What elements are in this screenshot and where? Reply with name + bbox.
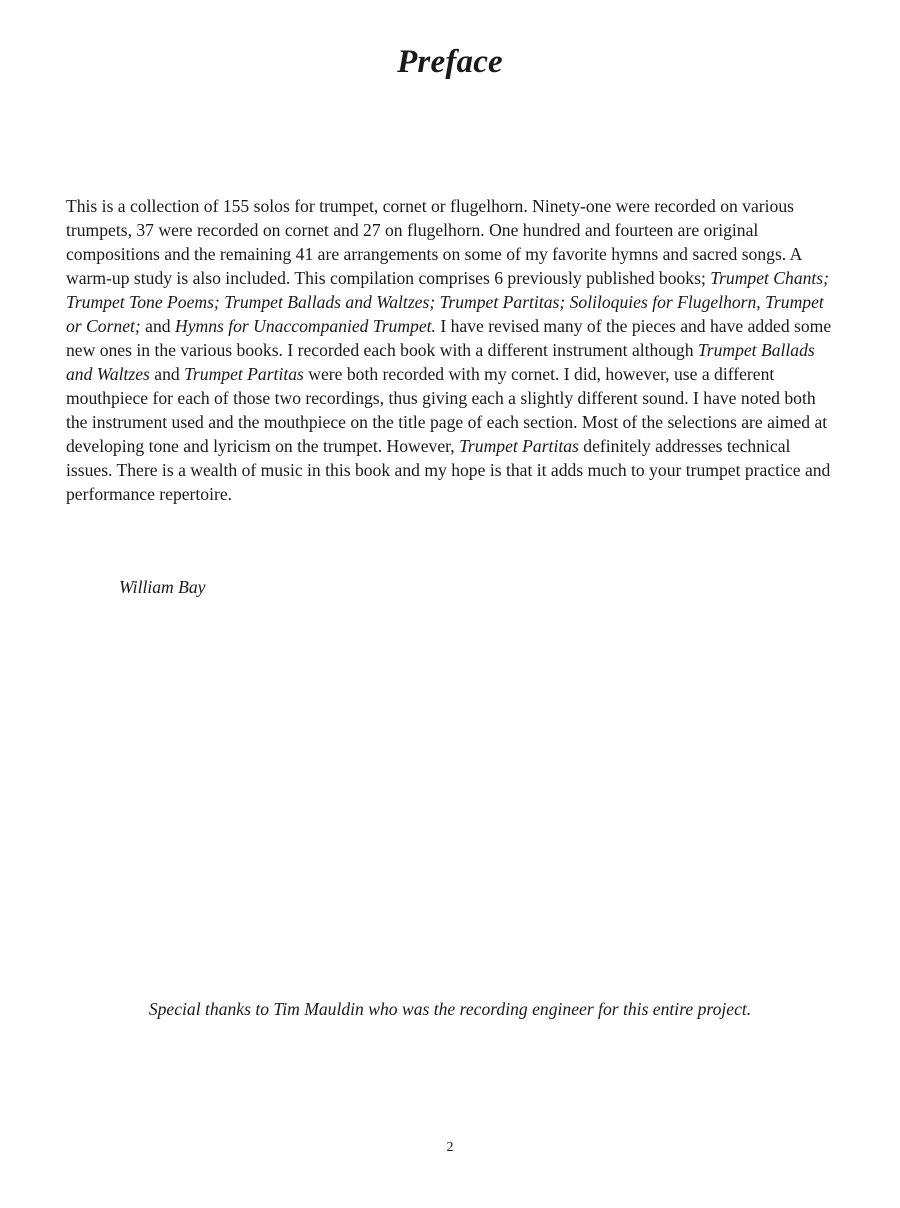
body-text-1: This is a collection of 155 solos for trumpet, cornet or flugelhorn. Ninety-one were recorded on various trumpets, 37 were recorded on cornet and 27 on flugelhorn. One hundred and fourteen are original compositions and the remaining 41 are arrangements on some of my favorite hymns and sacred songs. A warm-up study is also included. This compilation comprises 6 previously published books; [66,196,802,288]
book-title-trumpet-chants: Trumpet Chants; [710,268,830,288]
book-title-hymns: Hymns for Unaccompanied Trumpet. [174,316,436,336]
book-title-soliloquies: Soliloquies for Flugelhorn, Trumpet or Cornet; [66,292,824,336]
book-title-trumpet-partitas: Trumpet Partitas; [439,292,566,312]
ref-trumpet-ballads-waltzes: Trumpet Ballads and Waltzes [66,340,815,384]
body-text-2: I have revised many of the pieces and have added some new ones in the various books. I recorded each book with a different instrument although [66,316,832,360]
body-text-4: were both recorded with my cornet. I did, however, use a different mouthpiece for each of those two recordings, thus giving each a slightly different sound. I have noted both the instrument used and the mouthpiece on the title page of each section. Most of the selections are aimed at developing tone and lyricism on the trumpet. However, [66,364,828,456]
book-title-trumpet-tone-poems: Trumpet Tone Poems; [66,292,220,312]
separator: and [140,316,175,336]
preface-body [66,194,836,506]
book-title-trumpet-ballads-waltzes: Trumpet Ballads and Waltzes; [224,292,436,312]
acknowledgement: Special thanks to Tim Mauldin who was the recording engineer for this entire project. [148,999,752,1019]
author-signature: William Bay [119,577,206,597]
ref-trumpet-partitas-2: Trumpet Partitas [459,436,579,456]
body-text-5: definitely addresses technical issues. There is a wealth of music in this book and my hope is that it adds much to your trumpet practice and performance repertoire. [66,436,831,504]
body-text-3: and [149,364,185,384]
page-number: 2 [446,1140,454,1155]
page-title: Preface [397,44,503,80]
ref-trumpet-partitas: Trumpet Partitas [184,364,304,384]
